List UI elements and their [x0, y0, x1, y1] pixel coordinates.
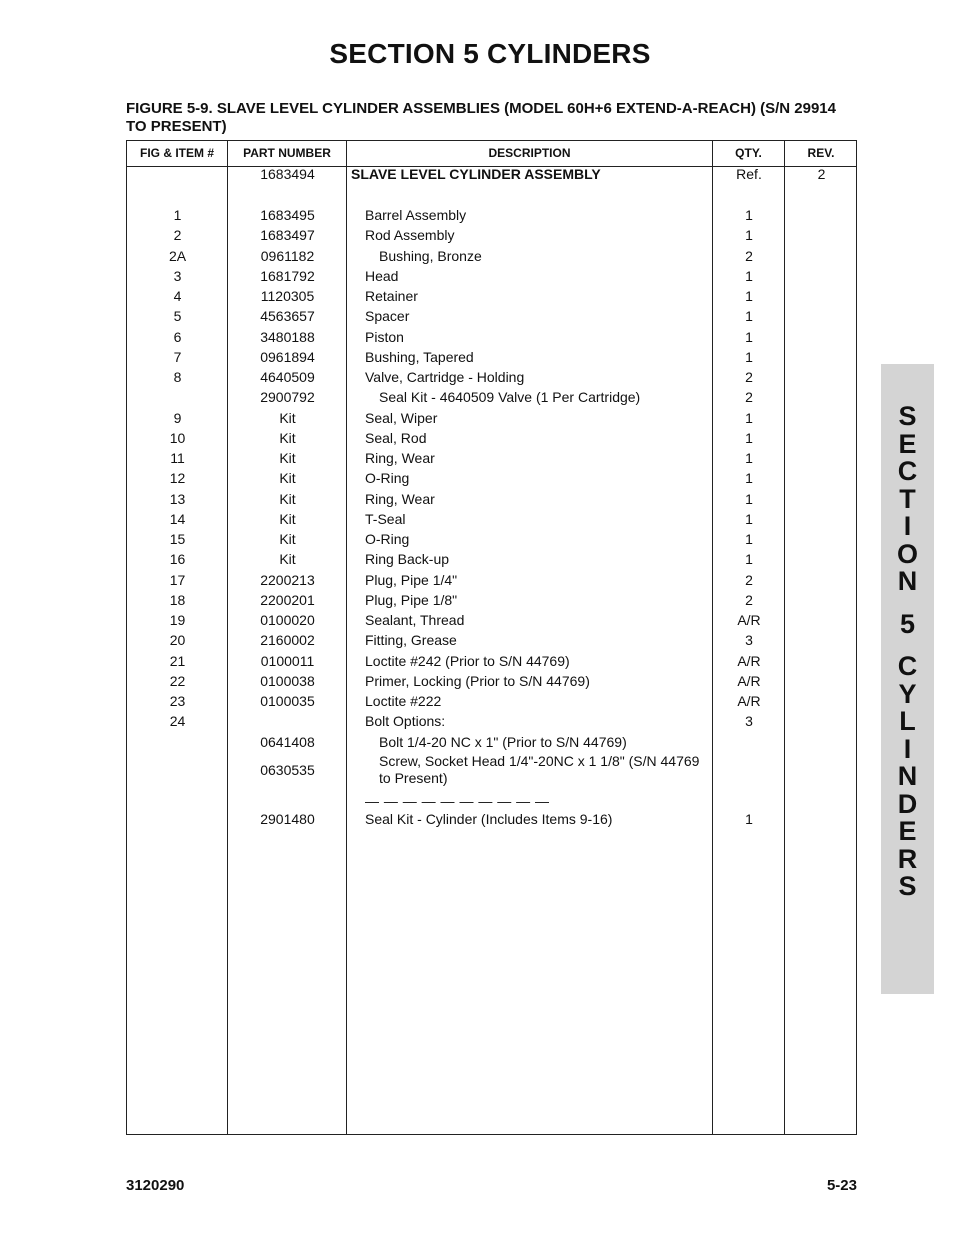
description-cell: O-Ring: [365, 531, 410, 547]
description-cell: Seal, Wiper: [365, 409, 438, 426]
qty-cell: 1: [745, 551, 753, 568]
part-number-cell: Kit: [279, 551, 296, 568]
qty-cell: 2: [745, 571, 753, 588]
part-number-cell: 1681792: [260, 267, 315, 284]
table-row: [127, 570, 858, 590]
table-row: [127, 448, 858, 468]
qty-cell: Ref.: [736, 166, 762, 182]
table-row: [127, 306, 858, 326]
table-row: [127, 428, 858, 448]
fig-item-cell: 11: [170, 450, 185, 466]
page-number: 5-23: [826, 1177, 857, 1194]
part-number-cell: 0961182: [260, 247, 315, 264]
table-row: [127, 468, 858, 488]
fig-item-cell: 18: [169, 591, 186, 608]
qty-cell: A/R: [737, 693, 761, 709]
description-cell: Loctite #242 (Prior to S/N 44769): [365, 652, 570, 669]
part-number-cell: 2200201: [260, 591, 315, 608]
description-cell: — — — — — — — — — —: [365, 792, 550, 809]
table-row: [127, 630, 858, 650]
qty-cell: 3: [745, 632, 753, 649]
fig-item-cell: 14: [169, 510, 186, 527]
qty-cell: 1: [745, 328, 753, 345]
qty-cell: A/R: [737, 612, 761, 628]
description-cell: Piston: [365, 328, 404, 345]
fig-item-cell: 7: [173, 348, 182, 365]
description-cell: Bushing, Tapered: [365, 348, 474, 365]
description-cell: Fitting, Grease: [365, 632, 457, 649]
header-part-number: PART NUMBER: [243, 146, 331, 160]
qty-cell: 1: [745, 429, 753, 446]
part-number-cell: Kit: [279, 409, 296, 426]
qty-cell: 2: [745, 369, 753, 385]
table-row: [127, 691, 858, 711]
fig-item-cell: 1: [173, 207, 182, 223]
table-row: [127, 529, 858, 549]
fig-item-cell: 20: [169, 632, 186, 649]
side-tab-letter: Y: [898, 678, 917, 709]
table-row: [127, 549, 858, 569]
table-row: [127, 286, 858, 306]
part-number-cell: 2200213: [260, 571, 315, 588]
fig-item-cell: 3: [173, 267, 182, 284]
description-cell: Valve, Cartridge - Holding: [365, 369, 525, 385]
description-cell: Spacer: [365, 308, 410, 325]
description-cell: Ring, Wear: [365, 450, 435, 466]
part-number-cell: 0961894: [260, 348, 315, 365]
part-number-cell: 2900792: [260, 389, 315, 406]
table-row: [127, 651, 858, 671]
table-row: [127, 327, 858, 347]
side-tab-letter: I: [903, 511, 912, 541]
table-row: [127, 509, 858, 529]
doc-number: 3120290: [126, 1177, 185, 1194]
table-row: [127, 752, 858, 788]
side-tab-letter: S: [898, 401, 917, 431]
description-cell: Sealant, Thread: [365, 612, 465, 628]
table-row: [127, 610, 858, 630]
description-cell: Rod Assembly: [365, 227, 455, 244]
part-number-cell: 1683497: [260, 227, 315, 244]
part-number-cell: 0630535: [260, 761, 315, 778]
fig-item-cell: 15: [169, 531, 186, 547]
fig-item-cell: 10: [169, 429, 186, 446]
rev-cell: 2: [817, 166, 826, 182]
fig-item-cell: 9: [173, 409, 182, 426]
description-cell: Bolt Options:: [365, 713, 446, 730]
header-description: DESCRIPTION: [488, 146, 571, 160]
table-row: [127, 246, 858, 266]
qty-cell: 2: [745, 389, 753, 406]
side-tab-letter: D: [897, 788, 918, 819]
part-number-cell: 1120305: [260, 288, 315, 304]
part-number-cell: Kit: [279, 470, 296, 487]
part-number-cell: 0100035: [260, 693, 315, 709]
part-number-cell: 0100011: [260, 652, 315, 669]
header-qty: QTY.: [735, 146, 762, 160]
table-row: [127, 347, 858, 367]
description-cell: Bolt 1/4-20 NC x 1" (Prior to S/N 44769): [379, 733, 627, 750]
side-tab-letter: T: [899, 483, 916, 514]
description-cell: Plug, Pipe 1/4": [365, 571, 458, 588]
fig-item-cell: 6: [173, 328, 182, 345]
part-number-cell: 2160002: [260, 632, 315, 649]
qty-cell: A/R: [737, 672, 761, 689]
table-row: [127, 809, 858, 829]
table-row: [127, 266, 858, 286]
description-cell: Loctite #222: [365, 693, 442, 709]
fig-item-cell: 13: [169, 490, 186, 507]
side-tab-letter: O: [896, 538, 918, 569]
part-number-cell: Kit: [279, 490, 296, 507]
figure-title: FIGURE 5-9. SLAVE LEVEL CYLINDER ASSEMBLIES (MODEL 60H+6 EXTEND-A-REACH) (S/N 29914 TO PRESENT): [126, 100, 836, 135]
side-tab-letter: C: [897, 456, 918, 486]
fig-item-cell: 24: [169, 713, 186, 730]
fig-item-cell: 16: [169, 551, 186, 568]
side-tab-letter: I: [903, 733, 912, 764]
side-tab-letter: C: [897, 651, 918, 681]
fig-item-cell: 22: [169, 672, 186, 689]
qty-cell: 1: [745, 470, 753, 487]
qty-cell: 1: [745, 531, 753, 547]
fig-item-cell: 2A: [168, 247, 187, 264]
side-tab-letter: N: [897, 566, 918, 596]
header-rev: REV.: [807, 146, 835, 160]
qty-cell: 1: [745, 490, 753, 507]
description-cell: Seal Kit - 4640509 Valve (1 Per Cartridge): [379, 389, 641, 406]
table-row: [127, 408, 858, 428]
table-row: [127, 711, 858, 731]
header-fig: FIG & ITEM #: [139, 146, 214, 160]
part-number-cell: Kit: [279, 531, 296, 547]
part-number-cell: 0641408: [260, 733, 315, 750]
side-tab-letter: S: [898, 871, 917, 901]
description-cell: Seal Kit - Cylinder (Includes Items 9-16): [365, 810, 613, 827]
part-number-cell: 3480188: [260, 328, 315, 345]
description-cell: O-Ring: [365, 470, 410, 487]
qty-cell: 1: [745, 409, 753, 426]
side-tab-letter: N: [897, 761, 918, 791]
description-cell: Primer, Locking (Prior to S/N 44769): [365, 672, 590, 689]
part-number-cell: 0100020: [260, 612, 315, 628]
fig-item-cell: 12: [169, 470, 186, 487]
qty-cell: A/R: [737, 652, 761, 669]
part-number-cell: 1683494: [260, 166, 315, 182]
part-number-cell: Kit: [279, 510, 296, 527]
table-row: [127, 590, 858, 610]
qty-cell: 1: [745, 267, 753, 284]
description-cell: Seal, Rod: [365, 429, 427, 446]
section-side-tab: [881, 364, 934, 994]
qty-cell: 2: [745, 247, 753, 264]
description-cell: Ring Back-up: [365, 551, 450, 568]
table-row: [127, 205, 858, 225]
qty-cell: 1: [745, 348, 753, 365]
description-cell: Head: [365, 267, 399, 284]
qty-cell: 1: [745, 810, 753, 827]
part-number-cell: 1683495: [260, 207, 315, 223]
qty-cell: 2: [745, 591, 753, 608]
part-number-cell: 4563657: [260, 308, 315, 325]
description-cell: T-Seal: [365, 510, 406, 527]
fig-item-cell: 23: [169, 693, 186, 709]
table-row: [127, 791, 858, 811]
table-row: [127, 367, 858, 387]
part-number-cell: Kit: [279, 450, 296, 466]
description-cell: SLAVE LEVEL CYLINDER ASSEMBLY: [351, 166, 601, 182]
side-tab-letter: L: [899, 706, 916, 736]
qty-cell: 1: [745, 288, 753, 304]
description-cell: Screw, Socket Head 1/4"-20NC x 1 1/8" (S/N 44769 to Present): [379, 752, 700, 786]
qty-cell: 1: [745, 510, 753, 527]
side-tab-letter: R: [897, 843, 918, 874]
fig-item-cell: 21: [169, 652, 186, 669]
description-cell: Plug, Pipe 1/8": [365, 591, 458, 608]
table-row: [127, 387, 858, 407]
part-number-cell: 0100038: [260, 672, 315, 689]
qty-cell: 1: [745, 227, 753, 244]
table-row: [127, 489, 858, 509]
table-row: [127, 671, 858, 691]
fig-item-cell: 19: [169, 612, 186, 628]
table-row: [127, 164, 858, 184]
qty-cell: 3: [745, 713, 753, 730]
qty-cell: 1: [745, 450, 753, 466]
description-cell: Barrel Assembly: [365, 207, 467, 223]
fig-item-cell: 4: [173, 288, 182, 304]
fig-item-cell: 2: [173, 227, 182, 244]
part-number-cell: Kit: [279, 429, 296, 446]
description-cell: Ring, Wear: [365, 490, 435, 507]
qty-cell: 1: [745, 308, 753, 325]
side-tab-letter: E: [898, 816, 917, 846]
parts-table: [126, 140, 857, 1135]
description-cell: Retainer: [365, 288, 418, 304]
table-row: [127, 732, 858, 752]
fig-item-cell: 17: [169, 571, 186, 588]
table-row: [127, 225, 858, 245]
side-tab-letter: E: [898, 428, 917, 459]
part-number-cell: 2901480: [260, 810, 315, 827]
part-number-cell: 4640509: [260, 369, 315, 385]
side-tab-letter: 5: [899, 608, 916, 639]
fig-item-cell: 8: [173, 369, 182, 385]
fig-item-cell: 5: [173, 308, 182, 325]
qty-cell: 1: [745, 207, 753, 223]
description-cell: Bushing, Bronze: [379, 247, 482, 264]
section-title: SECTION 5 CYLINDERS: [329, 38, 651, 69]
